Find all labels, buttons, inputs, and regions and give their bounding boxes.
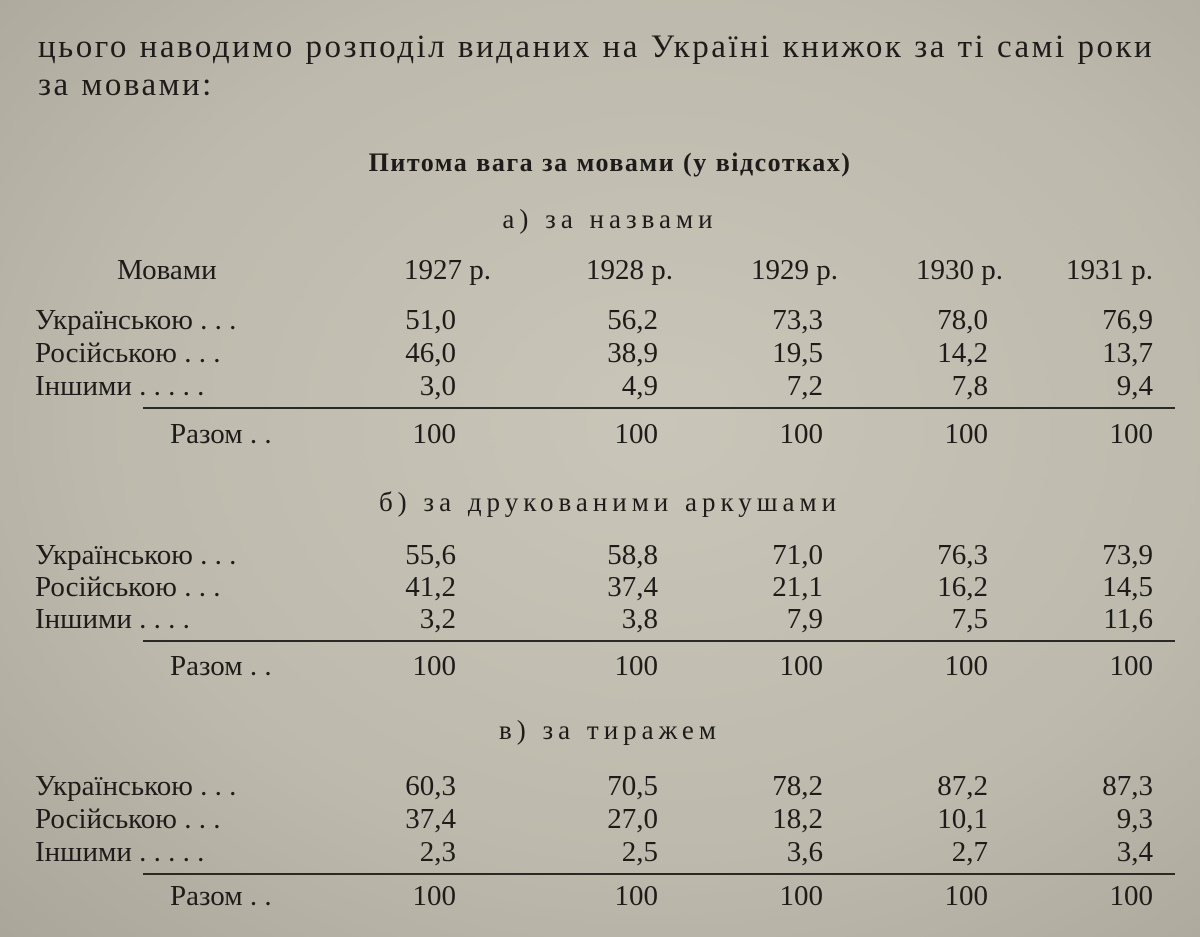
table-title: Питома вага за мовами (у відсотках)	[368, 148, 852, 177]
cell: 76,3	[937, 539, 988, 571]
cell: 76,9	[1102, 304, 1153, 336]
cell: 71,0	[772, 539, 823, 571]
total-label: Разом . .	[170, 650, 272, 682]
header-year: 1929 р.	[751, 254, 838, 286]
total-row	[0, 418, 1200, 450]
cell: 3,8	[621, 603, 658, 635]
cell: 38,9	[607, 337, 658, 369]
table-row	[0, 370, 1200, 402]
table-row	[0, 571, 1200, 603]
cell: 100	[779, 880, 823, 912]
cell: 11,6	[1103, 603, 1153, 635]
cell: 37,4	[607, 571, 658, 603]
cell: 100	[614, 418, 658, 450]
cell: 10,1	[937, 803, 988, 835]
header-year: 1927 р.	[404, 254, 491, 286]
cell: 56,2	[607, 304, 658, 336]
cell: 7,5	[951, 603, 988, 635]
cell: 13,7	[1102, 337, 1153, 369]
cell: 100	[944, 650, 988, 682]
header-label: Мовами	[117, 254, 217, 286]
row-label: Українською . . .	[35, 770, 237, 802]
cell: 2,3	[419, 836, 456, 868]
cell: 14,5	[1102, 571, 1153, 603]
cell: 70,5	[607, 770, 658, 802]
table-row	[0, 770, 1200, 802]
cell: 18,2	[772, 803, 823, 835]
cell: 87,3	[1102, 770, 1153, 802]
cell: 16,2	[937, 571, 988, 603]
table-row	[0, 836, 1200, 868]
header-year: 1928 р.	[586, 254, 673, 286]
total-row	[0, 880, 1200, 912]
cell: 78,2	[772, 770, 823, 802]
cell: 3,4	[1116, 836, 1153, 868]
row-label: Іншими . . . . .	[35, 836, 205, 868]
cell: 100	[1109, 880, 1153, 912]
table-row	[0, 603, 1200, 635]
cell: 37,4	[405, 803, 456, 835]
cell: 19,5	[772, 337, 823, 369]
cell: 41,2	[405, 571, 456, 603]
table-row	[0, 803, 1200, 835]
cell: 2,5	[621, 836, 658, 868]
cell: 100	[614, 880, 658, 912]
cell: 100	[944, 418, 988, 450]
cell: 100	[412, 880, 456, 912]
cell: 100	[412, 650, 456, 682]
cell: 14,2	[937, 337, 988, 369]
cell: 7,8	[951, 370, 988, 402]
total-rule	[143, 873, 1175, 875]
cell: 73,9	[1102, 539, 1153, 571]
cell: 100	[944, 880, 988, 912]
cell: 78,0	[937, 304, 988, 336]
total-rule	[143, 407, 1175, 409]
total-rule	[143, 640, 1175, 642]
intro-text: цього наводимо розподіл виданих на Україні книжок за ті самі роки за мовами:	[38, 29, 1155, 103]
cell: 4,9	[621, 370, 658, 402]
cell: 100	[779, 418, 823, 450]
total-label: Разом . .	[170, 418, 272, 450]
header-year: 1931 р.	[1066, 254, 1153, 286]
total-row	[0, 650, 1200, 682]
cell: 3,0	[419, 370, 456, 402]
cell: 100	[1109, 650, 1153, 682]
cell: 73,3	[772, 304, 823, 336]
section-subtitle: б) за друкованими аркушами	[378, 487, 842, 517]
row-label: Російською . . .	[35, 571, 221, 603]
cell: 21,1	[772, 571, 823, 603]
row-label: Російською . . .	[35, 337, 221, 369]
row-label: Російською . . .	[35, 803, 221, 835]
total-label: Разом . .	[170, 880, 272, 912]
cell: 58,8	[607, 539, 658, 571]
cell: 27,0	[607, 803, 658, 835]
cell: 7,9	[786, 603, 823, 635]
cell: 46,0	[405, 337, 456, 369]
cell: 87,2	[937, 770, 988, 802]
cell: 3,2	[419, 603, 456, 635]
cell: 2,7	[951, 836, 988, 868]
cell: 7,2	[786, 370, 823, 402]
cell: 3,6	[786, 836, 823, 868]
header-year: 1930 р.	[916, 254, 1003, 286]
row-label: Українською . . .	[35, 539, 237, 571]
cell: 9,4	[1116, 370, 1153, 402]
cell: 60,3	[405, 770, 456, 802]
section-subtitle: а) за назвами	[502, 204, 718, 234]
header-row	[0, 254, 1200, 286]
section-subtitle: в) за тиражем	[499, 715, 721, 745]
cell: 100	[779, 650, 823, 682]
cell: 100	[614, 650, 658, 682]
table-row	[0, 304, 1200, 336]
table-row	[0, 539, 1200, 571]
row-label: Іншими . . . . .	[35, 370, 205, 402]
cell: 100	[1109, 418, 1153, 450]
cell: 55,6	[405, 539, 456, 571]
row-label: Українською . . .	[35, 304, 237, 336]
cell: 51,0	[405, 304, 456, 336]
cell: 9,3	[1116, 803, 1153, 835]
cell: 100	[412, 418, 456, 450]
row-label: Іншими . . . .	[35, 603, 190, 635]
table-row	[0, 337, 1200, 369]
